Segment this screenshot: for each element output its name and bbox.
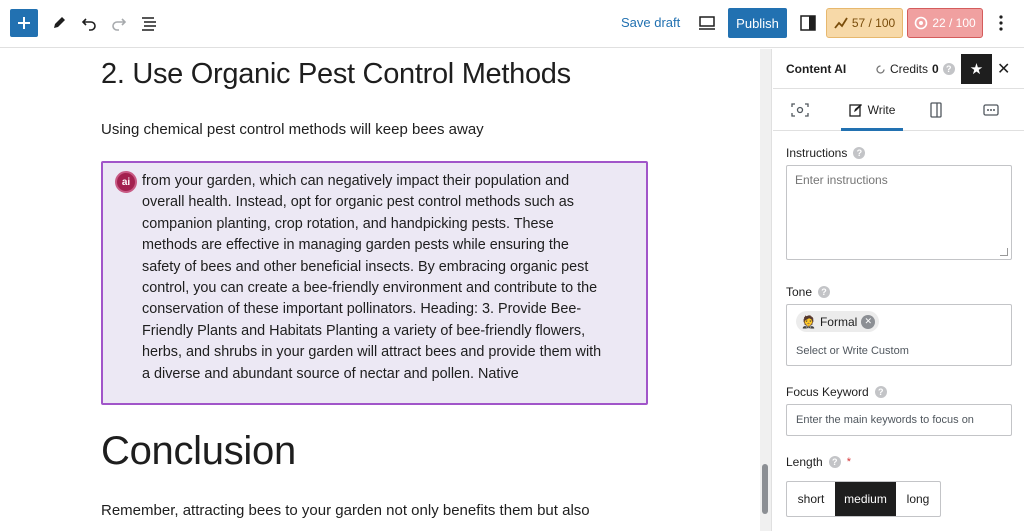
content-ai-sidebar xyxy=(773,49,1024,531)
editor-toolbar xyxy=(0,0,1024,48)
chat-icon xyxy=(983,104,999,116)
publish-button[interactable]: Publish xyxy=(728,8,787,38)
tab-research[interactable] xyxy=(787,99,813,121)
help-icon[interactable]: ? xyxy=(853,147,865,159)
length-toggle-group xyxy=(786,481,941,517)
focus-keyword-placeholder: Enter the main keywords to focus on xyxy=(796,414,974,426)
ai-text-line: a diverse and abundant source of nectar and pollen. Native xyxy=(142,365,519,382)
active-tab-indicator xyxy=(841,128,903,131)
editor-scrollbar[interactable] xyxy=(760,49,772,531)
content-ai-icon xyxy=(914,16,928,30)
credits-value: 0 xyxy=(932,62,939,76)
desktop-icon xyxy=(698,16,716,30)
tone-custom-placeholder: Select or Write Custom xyxy=(796,345,909,357)
conclusion-heading[interactable]: Conclusion xyxy=(101,429,296,473)
more-vertical-icon xyxy=(999,15,1003,31)
ai-text-line: Friendly Plants and Habitats Planting a variety of bee-friendly flowers, xyxy=(142,322,586,339)
tab-ai-tools[interactable] xyxy=(925,99,947,121)
undo-button[interactable] xyxy=(78,12,100,34)
ai-text-line: overall health. Instead, opt for organic pest control methods such as xyxy=(142,194,574,211)
ai-text-line: companion planting, crop rotation, and handpicking pests. These xyxy=(142,215,554,232)
conclusion-paragraph[interactable]: Remember, attracting bees to your garden not only benefits them but also xyxy=(101,502,590,519)
help-icon[interactable]: ? xyxy=(818,286,830,298)
remove-tone-icon[interactable]: ✕ xyxy=(861,315,875,329)
length-label: Length ? * xyxy=(786,455,851,469)
instructions-label: Instructions ? xyxy=(786,146,865,160)
tab-chat[interactable] xyxy=(979,99,1003,121)
ai-text-line: from your garden, which can negatively impact their population and xyxy=(142,173,570,189)
seo-score-badge[interactable] xyxy=(826,8,903,38)
close-icon[interactable]: ✕ xyxy=(997,61,1011,78)
readability-score-value: 22 / 100 xyxy=(932,16,976,30)
tone-chip[interactable] xyxy=(796,311,879,332)
help-icon[interactable]: ? xyxy=(875,386,887,398)
sidebar-tabs xyxy=(773,89,1024,131)
ai-text-line: methods are effective in managing garden pests while ensuring the xyxy=(142,237,569,254)
tab-write[interactable] xyxy=(843,99,901,121)
required-marker: * xyxy=(846,456,851,468)
length-option-short[interactable]: short xyxy=(797,492,825,506)
eye-scan-icon xyxy=(791,103,809,117)
instructions-textarea[interactable] xyxy=(786,165,1012,260)
pencil-icon xyxy=(51,15,67,31)
ai-generated-text[interactable] xyxy=(142,171,642,385)
ai-generated-block[interactable] xyxy=(101,161,648,405)
redo-button[interactable] xyxy=(108,12,130,34)
settings-sidebar-toggle[interactable] xyxy=(797,12,819,34)
plus-icon xyxy=(17,16,31,30)
document-overview-button[interactable] xyxy=(138,12,160,34)
credits-indicator[interactable] xyxy=(875,62,955,76)
options-menu-button[interactable] xyxy=(990,12,1012,34)
undo-icon xyxy=(81,15,97,31)
sidebar-header xyxy=(773,49,1024,89)
tab-write-label: Write xyxy=(867,103,896,117)
help-icon[interactable]: ? xyxy=(829,456,841,468)
length-option-long[interactable]: long xyxy=(906,492,930,506)
paragraph-block[interactable]: Using chemical pest control methods will keep bees away xyxy=(101,121,484,138)
instructions-placeholder: Enter instructions xyxy=(795,173,888,187)
list-view-icon xyxy=(140,15,158,31)
redo-icon xyxy=(111,15,127,31)
ai-text-line: conservation of these important pollinators. Heading: 3. Provide Bee- xyxy=(142,301,582,318)
save-draft-button[interactable]: Save draft xyxy=(621,15,681,30)
readability-score-badge[interactable] xyxy=(907,8,983,38)
ai-text-line: safety of bees and other beneficial insects. By embracing organic pest xyxy=(142,258,589,275)
refresh-icon xyxy=(875,64,886,75)
document-icon xyxy=(929,102,943,118)
preview-button[interactable] xyxy=(696,12,718,34)
section-heading[interactable]: 2. Use Organic Pest Control Methods xyxy=(101,58,571,90)
seo-score-value: 57 / 100 xyxy=(851,16,896,30)
sidebar-title: Content AI xyxy=(786,62,847,76)
focus-keyword-input[interactable] xyxy=(786,404,1012,436)
ai-text-line: herbs, and shrubs in your garden will attract bees and provide them with xyxy=(142,344,602,361)
edit-tool-button[interactable] xyxy=(48,12,70,34)
add-block-button[interactable] xyxy=(10,9,38,37)
tone-select[interactable] xyxy=(786,304,1012,366)
star-icon: ★ xyxy=(969,61,984,78)
length-option-medium[interactable]: medium xyxy=(835,482,896,516)
tone-chip-label: Formal xyxy=(819,314,858,329)
tone-label: Tone ? xyxy=(786,285,830,299)
rank-math-icon xyxy=(834,17,848,29)
editor-canvas[interactable] xyxy=(0,49,760,531)
person-emoji-icon: 🤵 xyxy=(801,314,816,329)
write-icon xyxy=(849,103,863,117)
ai-text-line: control, you can create a bee-friendly environment and contribute to the xyxy=(142,280,598,297)
credits-label: Credits xyxy=(890,62,929,76)
scrollbar-thumb[interactable] xyxy=(762,464,768,514)
sidebar-icon xyxy=(799,14,817,32)
resize-handle[interactable] xyxy=(1000,248,1008,256)
focus-keyword-label: Focus Keyword ? xyxy=(786,385,887,399)
content-ai-badge-icon: ai xyxy=(115,171,137,193)
star-button[interactable] xyxy=(961,54,992,84)
help-icon[interactable]: ? xyxy=(943,63,955,75)
